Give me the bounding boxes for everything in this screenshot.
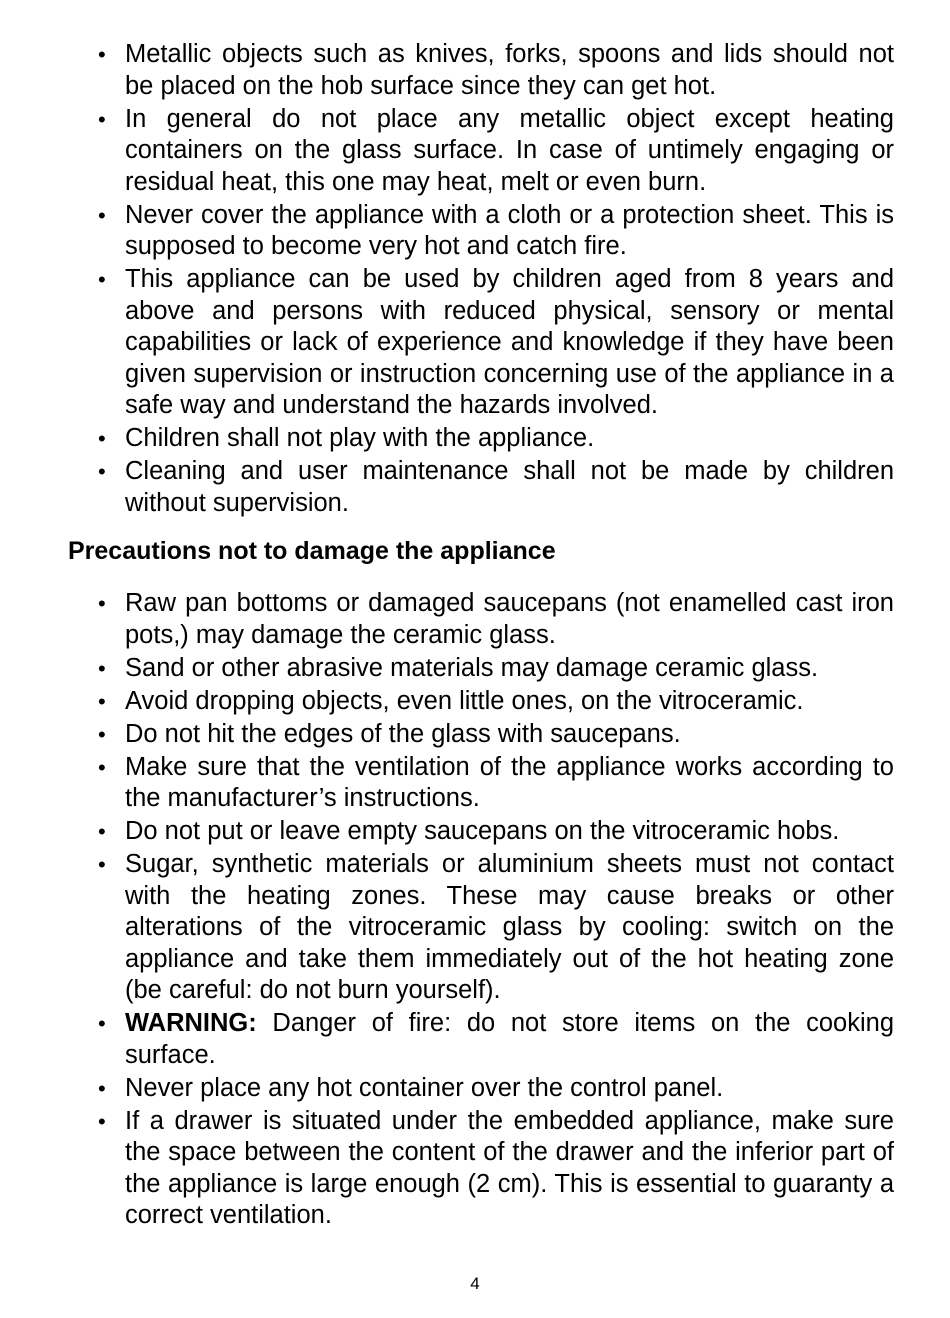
list-item-text: Do not put or leave empty saucepans on the vitroceramic hobs. <box>125 817 840 845</box>
list-item-text: Metallic objects such as knives, forks, spoons and lids should not be placed on the hob surface since they can get hot. <box>125 40 894 100</box>
list-item <box>96 456 894 519</box>
list-item-text: Avoid dropping objects, even little ones, on the vitroceramic. <box>125 686 804 715</box>
bullet-icon: • <box>98 1075 106 1101</box>
list-item-text: Cleaning and user maintenance shall not be made by children without supervision. <box>125 457 894 517</box>
list-item <box>96 816 894 848</box>
list-item <box>96 752 894 815</box>
list-item-text: Never place any hot container over the control panel. <box>125 1073 724 1102</box>
bullet-icon: • <box>98 42 106 67</box>
list-item <box>96 104 894 199</box>
bullet-icon: • <box>98 688 106 714</box>
list-item <box>96 849 894 1007</box>
list-item-text: Do not hit the edges of the glass with saucepans. <box>125 719 681 748</box>
damage-precautions-list <box>96 588 894 1233</box>
list-item <box>96 200 894 263</box>
bullet-icon: • <box>98 819 106 844</box>
list-item <box>96 719 894 751</box>
page-number: 4 <box>470 1274 480 1293</box>
list-item-text: This appliance can be used by children aged from 8 years and above and persons with reduced physical, sensory or mental capabilities or lack of experience and knowledge if they have been given supervision or instruction concerning use of the appliance in a safe way and understand the hazards involved. <box>125 265 894 419</box>
list-item <box>96 264 894 422</box>
bullet-icon: • <box>98 721 106 747</box>
warning-text: Danger of fire: do not store items on the cooking surface. <box>125 1009 894 1069</box>
bullet-icon: • <box>98 655 106 681</box>
warning-list-item <box>96 1008 894 1071</box>
list-item-text: If a drawer is situated under the embedded appliance, make sure the space between the content of the drawer and the inferior part of the appliance is large enough (2 cm). This is essential to guaranty a correct ventilation. <box>125 1106 894 1229</box>
warning-label: WARNING: <box>125 1009 257 1037</box>
bullet-icon: • <box>98 202 106 228</box>
safety-bullet-list <box>96 39 894 521</box>
list-item <box>96 423 894 455</box>
bullet-icon: • <box>98 267 106 292</box>
list-item-text: Children shall not play with the appliance. <box>125 424 595 452</box>
list-item <box>96 686 894 718</box>
bullet-icon: • <box>98 1011 106 1036</box>
bullet-icon: • <box>98 459 106 484</box>
section-heading: Precautions not to damage the appliance <box>68 537 556 565</box>
list-item <box>96 588 894 651</box>
list-item <box>96 653 894 685</box>
bullet-icon: • <box>98 591 106 616</box>
bullet-icon: • <box>98 754 106 780</box>
list-item-text: Never cover the appliance with a cloth or a protection sheet. This is supposed to become very hot and catch fire. <box>125 200 894 260</box>
list-item-text: Raw pan bottoms or damaged saucepans (not enamelled cast iron pots,) may damage the ceramic glass. <box>125 589 894 649</box>
list-item-text: Sugar, synthetic materials or aluminium sheets must not contact with the heating zones. These may cause breaks or other alterations of the vitroceramic glass by cooling: switch on the appliance and take them immediately out of the hot heating zone (be careful: do not burn yourself). <box>125 850 894 1004</box>
bullet-icon: • <box>98 426 106 451</box>
bullet-icon: • <box>98 1108 106 1134</box>
bullet-icon: • <box>98 106 106 132</box>
list-item-text: In general do not place any metallic object except heating containers on the glass surface. In case of untimely engaging or residual heat, this one may heat, melt or even burn. <box>125 104 894 196</box>
list-item-text: Sand or other abrasive materials may damage ceramic glass. <box>125 653 819 682</box>
list-item <box>96 1106 894 1232</box>
bullet-icon: • <box>98 852 106 877</box>
list-item <box>96 39 894 102</box>
list-item-text: Make sure that the ventilation of the appliance works according to the manufacturer’s instructions. <box>125 752 894 812</box>
list-item <box>96 1073 894 1105</box>
